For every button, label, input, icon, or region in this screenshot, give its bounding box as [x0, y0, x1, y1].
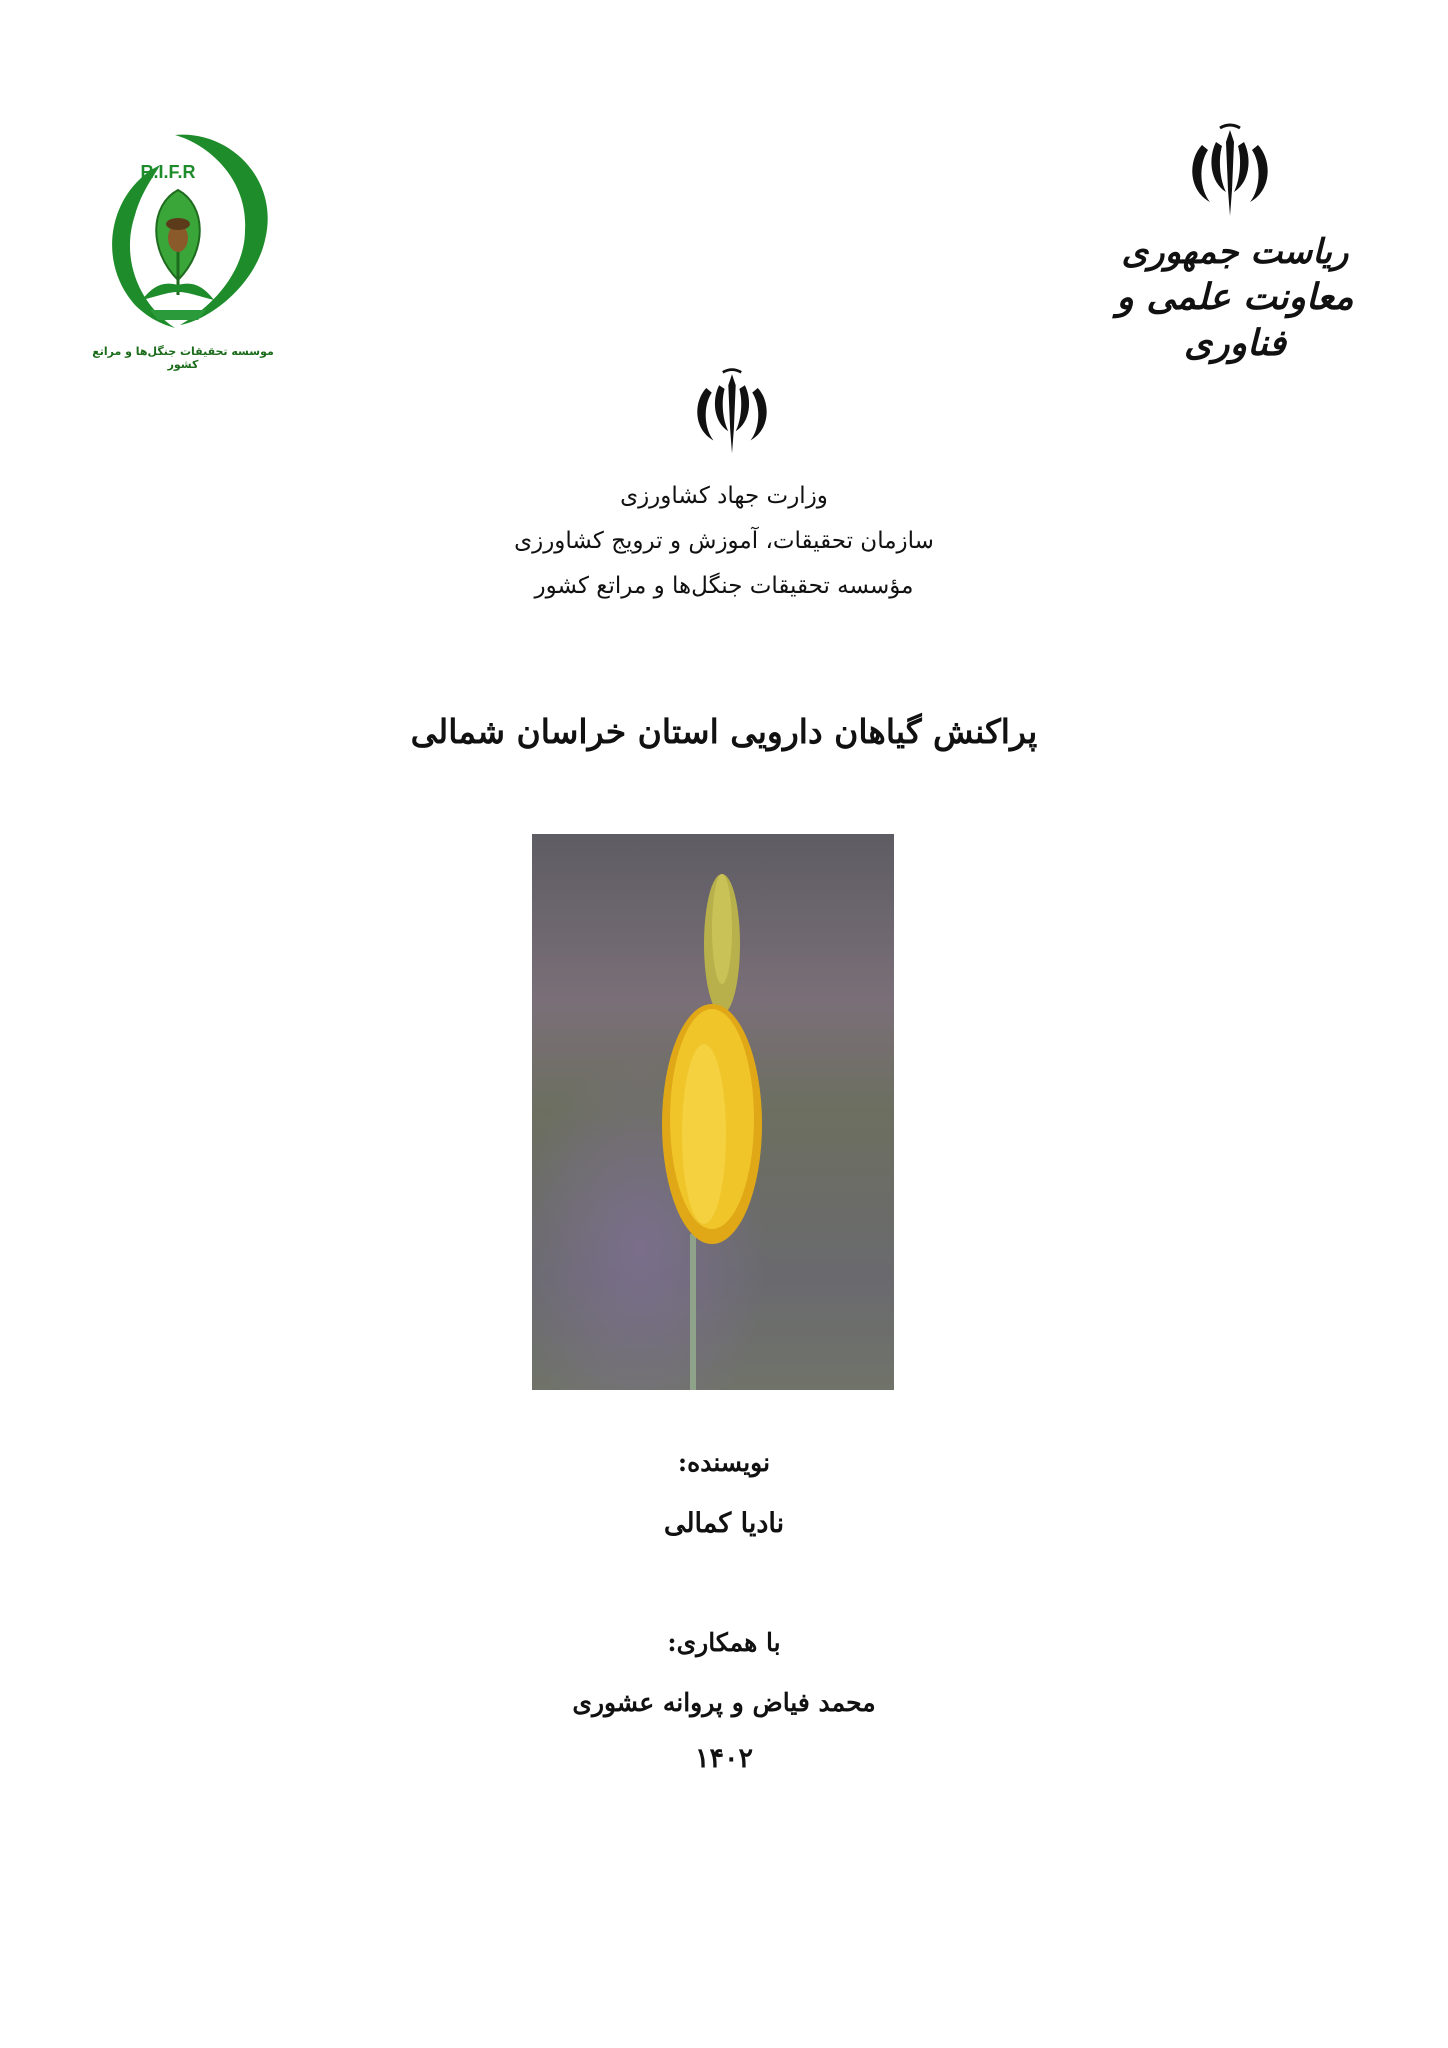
author-name: نادیا کمالی	[663, 1508, 785, 1539]
ministry-line: وزارت جهاد کشاورزی	[620, 483, 828, 509]
rifr-caption: موسسه تحقیقات جنگل‌ها و مراتع کشور	[92, 345, 274, 371]
rifr-logo	[80, 120, 280, 370]
organization-line: سازمان تحقیقات، آموزش و ترویج کشاورزی	[514, 528, 934, 554]
document-title: پراکنش گیاهان دارویی استان خراسان شمالی	[410, 712, 1038, 751]
presidency-line1: ریاست جمهوری	[1121, 232, 1349, 272]
publication-year: ۱۴۰۲	[694, 1743, 753, 1774]
author-label: نویسنده:	[677, 1448, 771, 1477]
presidency-line2: معاونت علمی و فناوری	[1116, 276, 1354, 364]
institute-line: مؤسسه تحقیقات جنگل‌ها و مراتع کشور	[534, 573, 914, 599]
cover-photo-flower	[532, 834, 894, 1390]
presidency-wordmark	[1110, 230, 1360, 366]
rifr-abbrev: R.I.F.R	[140, 162, 196, 182]
iran-emblem-center-icon	[684, 365, 780, 457]
collaborators-label: با همکاری:	[667, 1628, 781, 1657]
collaborators-names: محمد فیاض و پروانه عشوری	[572, 1688, 876, 1717]
iran-emblem-icon	[1180, 120, 1280, 220]
